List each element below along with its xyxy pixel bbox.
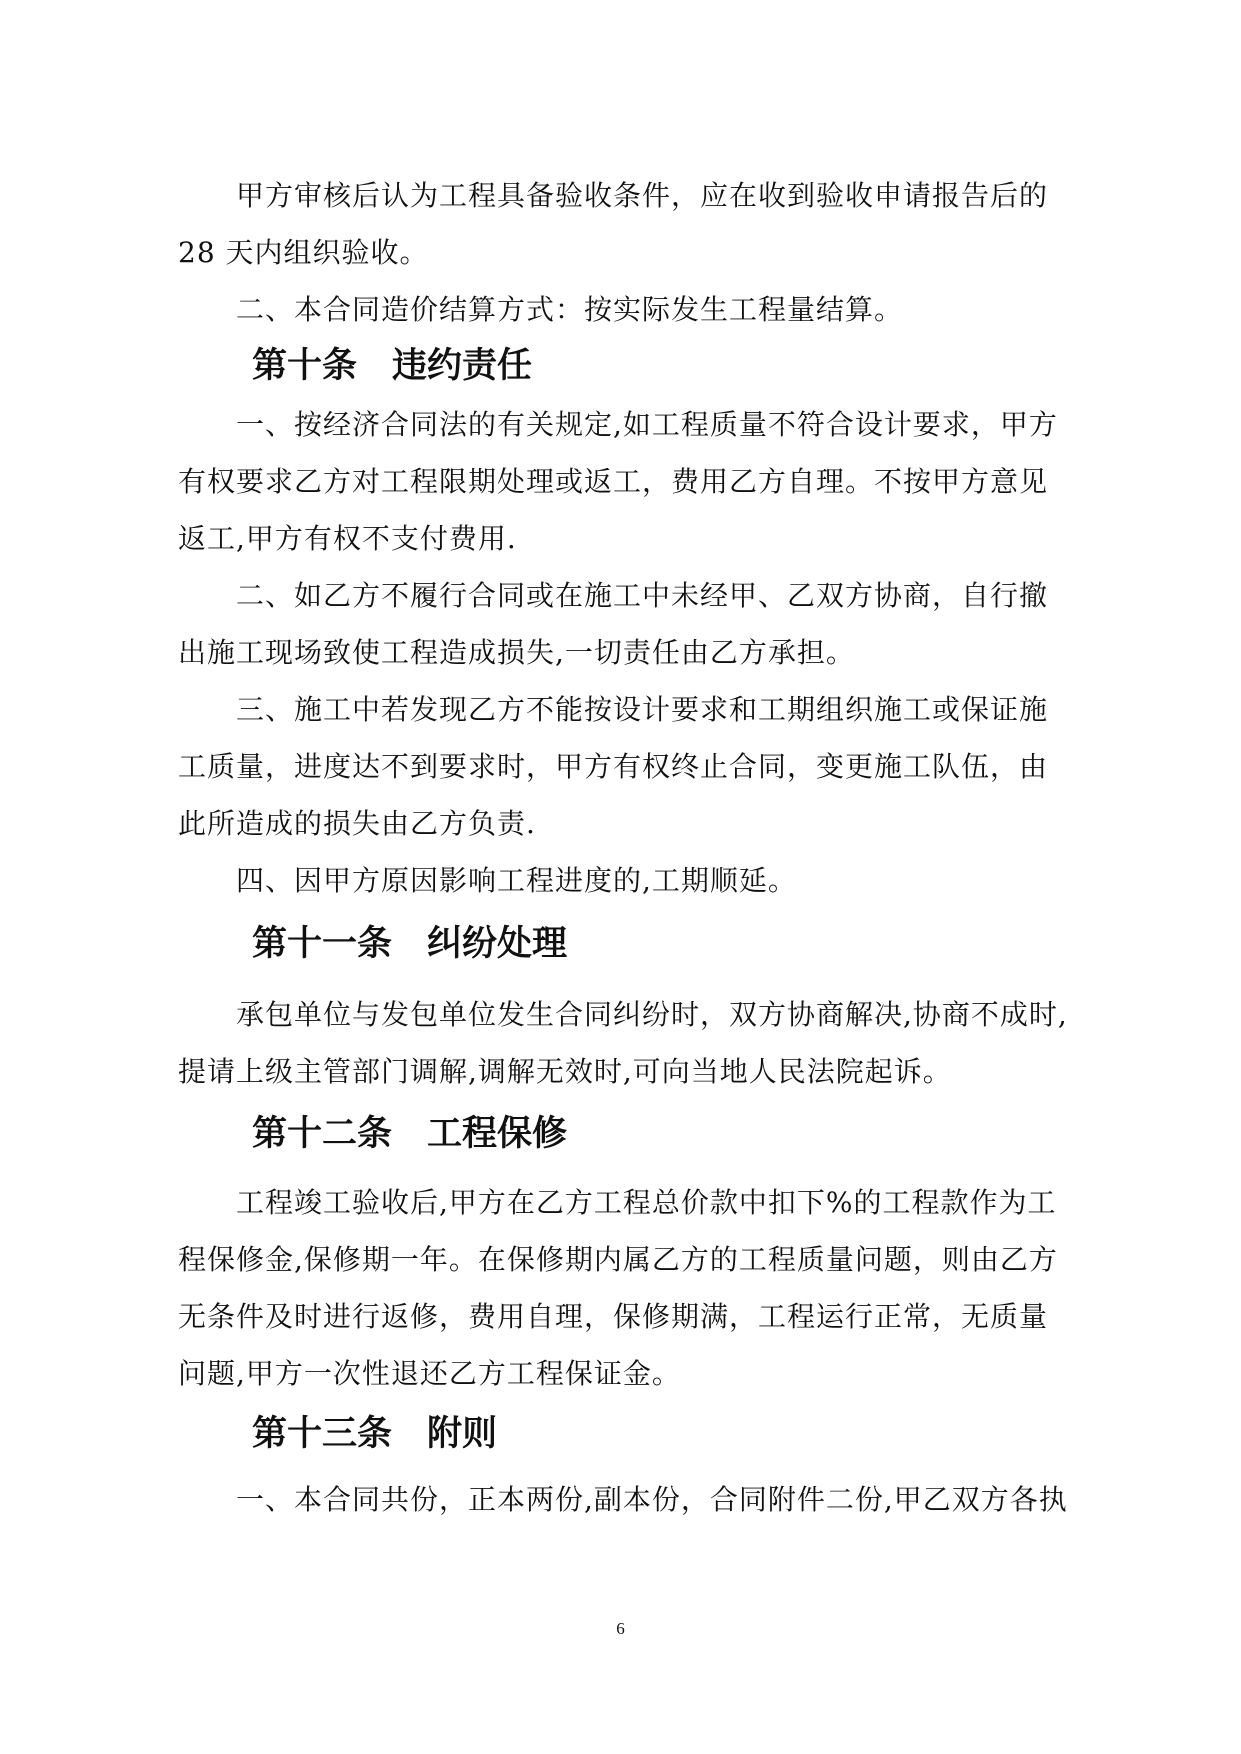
body-text-line: 三、施工中若发现乙方不能按设计要求和工期组织施工或保证施 bbox=[236, 693, 1049, 726]
body-text-line: 有权要求乙方对工程限期处理或返工，费用乙方自理。不按甲方意见 bbox=[178, 465, 1049, 498]
body-text-line: 一、按经济合同法的有关规定,如工程质量不符合设计要求，甲方 bbox=[236, 408, 1058, 441]
body-text-line: 此所造成的损失由乙方负责. bbox=[178, 807, 536, 840]
section-heading-article-10: 第十条 违约责任 bbox=[252, 346, 533, 386]
body-text-line: 一、本合同共份，正本两份,副本份，合同附件二份,甲乙双方各执 bbox=[236, 1483, 1068, 1516]
body-text-line: 二、如乙方不履行合同或在施工中未经甲、乙双方协商，自行撤 bbox=[236, 579, 1049, 612]
body-text-line: 甲方审核后认为工程具备验收条件，应在收到验收申请报告后的 bbox=[236, 179, 1049, 212]
body-text-line: 二、本合同造价结算方式：按实际发生工程量结算。 bbox=[236, 293, 904, 326]
body-text-line: 提请上级主管部门调解,调解无效时,可向当地人民法院起诉。 bbox=[178, 1055, 952, 1088]
body-text-line: 四、因甲方原因影响工程进度的,工期顺延。 bbox=[236, 864, 797, 897]
page-number: 6 bbox=[616, 1619, 625, 1638]
body-text-line: 无条件及时进行返修，费用自理，保修期满，工程运行正常，无质量 bbox=[178, 1300, 1049, 1333]
body-text-line: 承包单位与发包单位发生合同纠纷时，双方协商解决,协商不成时, bbox=[236, 998, 1068, 1031]
body-text-line: 出施工现场致使工程造成损失,一切责任由乙方承担。 bbox=[178, 636, 855, 669]
body-text-line: 返工,甲方有权不支付费用. bbox=[178, 522, 517, 555]
section-heading-article-11: 第十一条 纠纷处理 bbox=[252, 924, 568, 964]
body-text-line: 28 天内组织验收。 bbox=[178, 236, 429, 269]
body-text-line: 工质量，进度达不到要求时，甲方有权终止合同，变更施工队伍，由 bbox=[178, 750, 1049, 783]
section-heading-article-12: 第十二条 工程保修 bbox=[252, 1114, 568, 1154]
body-text-line: 工程竣工验收后,甲方在乙方工程总价款中扣下%的工程款作为工 bbox=[236, 1186, 1057, 1219]
section-heading-article-13: 第十三条 附则 bbox=[252, 1414, 498, 1454]
body-text-line: 问题,甲方一次性退还乙方工程保证金。 bbox=[178, 1357, 681, 1390]
body-text-line: 程保修金,保修期一年。在保修期内属乙方的工程质量问题，则由乙方 bbox=[178, 1243, 1058, 1276]
